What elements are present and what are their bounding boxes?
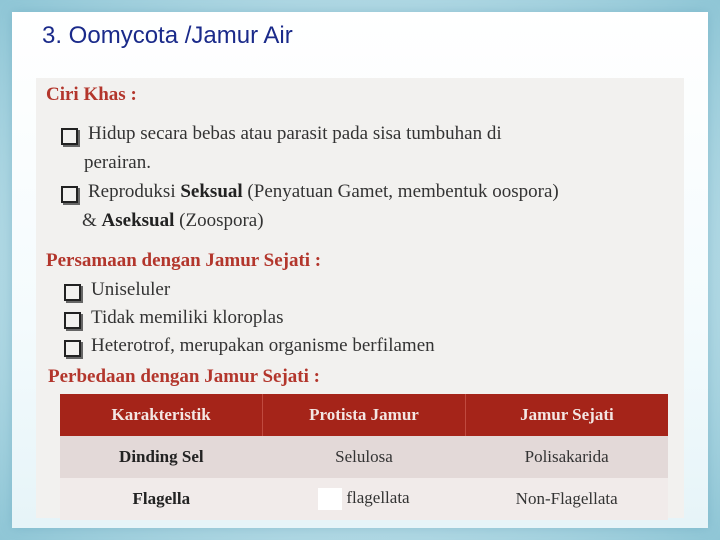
persamaan-item-1-text: Uniseluler: [91, 279, 171, 300]
row-dinding-sel-jamur: Polisakarida: [465, 436, 668, 478]
checkbox-bullet-icon: [64, 284, 81, 301]
checkbox-bullet-icon: [61, 186, 78, 203]
header-protista-jamur: Protista Jamur: [263, 394, 466, 436]
white-box-overlay: [318, 488, 342, 510]
persamaan-item-2-text: Tidak memiliki kloroplas: [91, 307, 284, 328]
row-flagella-protista-cell: [263, 478, 466, 520]
row-flagella-jamur: Non-Flagellata: [465, 478, 668, 520]
checkbox-bullet-icon: [64, 312, 81, 329]
ciri-item-1-cont: perairan.: [84, 152, 151, 173]
persamaan-item-3: [64, 336, 435, 360]
checkbox-bullet-icon: [64, 340, 81, 357]
ciri-item-2-post2: (Zoospora): [174, 210, 264, 231]
table-header-row: [60, 394, 668, 436]
slide-title: 3. Oomycota /Jamur Air: [42, 22, 293, 49]
persamaan-item-3-text: Heterotrof, merupakan organisme berfilamen: [91, 335, 435, 356]
persamaan-heading: Persamaan dengan Jamur Sejati :: [46, 250, 322, 271]
ciri-item-2: [61, 182, 559, 206]
table-row: [60, 436, 668, 478]
row-flagella-label: Flagella: [60, 478, 263, 520]
ciri-item-2-pre: Reproduksi: [88, 181, 181, 202]
header-jamur-sejati: Jamur Sejati: [465, 394, 668, 436]
ciri-item-1: [61, 124, 502, 148]
content-panel: [36, 78, 684, 518]
ciri-item-2-cont: [82, 210, 264, 232]
header-karakteristik: Karakteristik: [60, 394, 263, 436]
checkbox-bullet-icon: [61, 128, 78, 145]
ciri-item-2-pre2: &: [82, 210, 102, 231]
ciri-item-2-bold2: Aseksual: [101, 210, 175, 231]
row-flagella-protista: flagellata: [346, 487, 410, 507]
row-dinding-sel-protista: Selulosa: [263, 436, 466, 478]
table-row: [60, 478, 668, 520]
ciri-heading: Ciri Khas :: [46, 84, 137, 105]
comparison-table: [60, 394, 668, 520]
ciri-item-1-text: Hidup secara bebas atau parasit pada sisa tumbuhan di: [88, 123, 502, 144]
persamaan-item-1: [64, 280, 170, 304]
ciri-item-2-text: [88, 178, 559, 206]
ciri-item-2-bold: Seksual: [180, 181, 243, 202]
row-dinding-sel-label: Dinding Sel: [60, 436, 263, 478]
persamaan-item-2: [64, 308, 283, 332]
perbedaan-heading: Perbedaan dengan Jamur Sejati :: [48, 366, 320, 387]
ciri-item-2-mid: (Penyatuan Gamet, membentuk oospora): [242, 181, 559, 202]
